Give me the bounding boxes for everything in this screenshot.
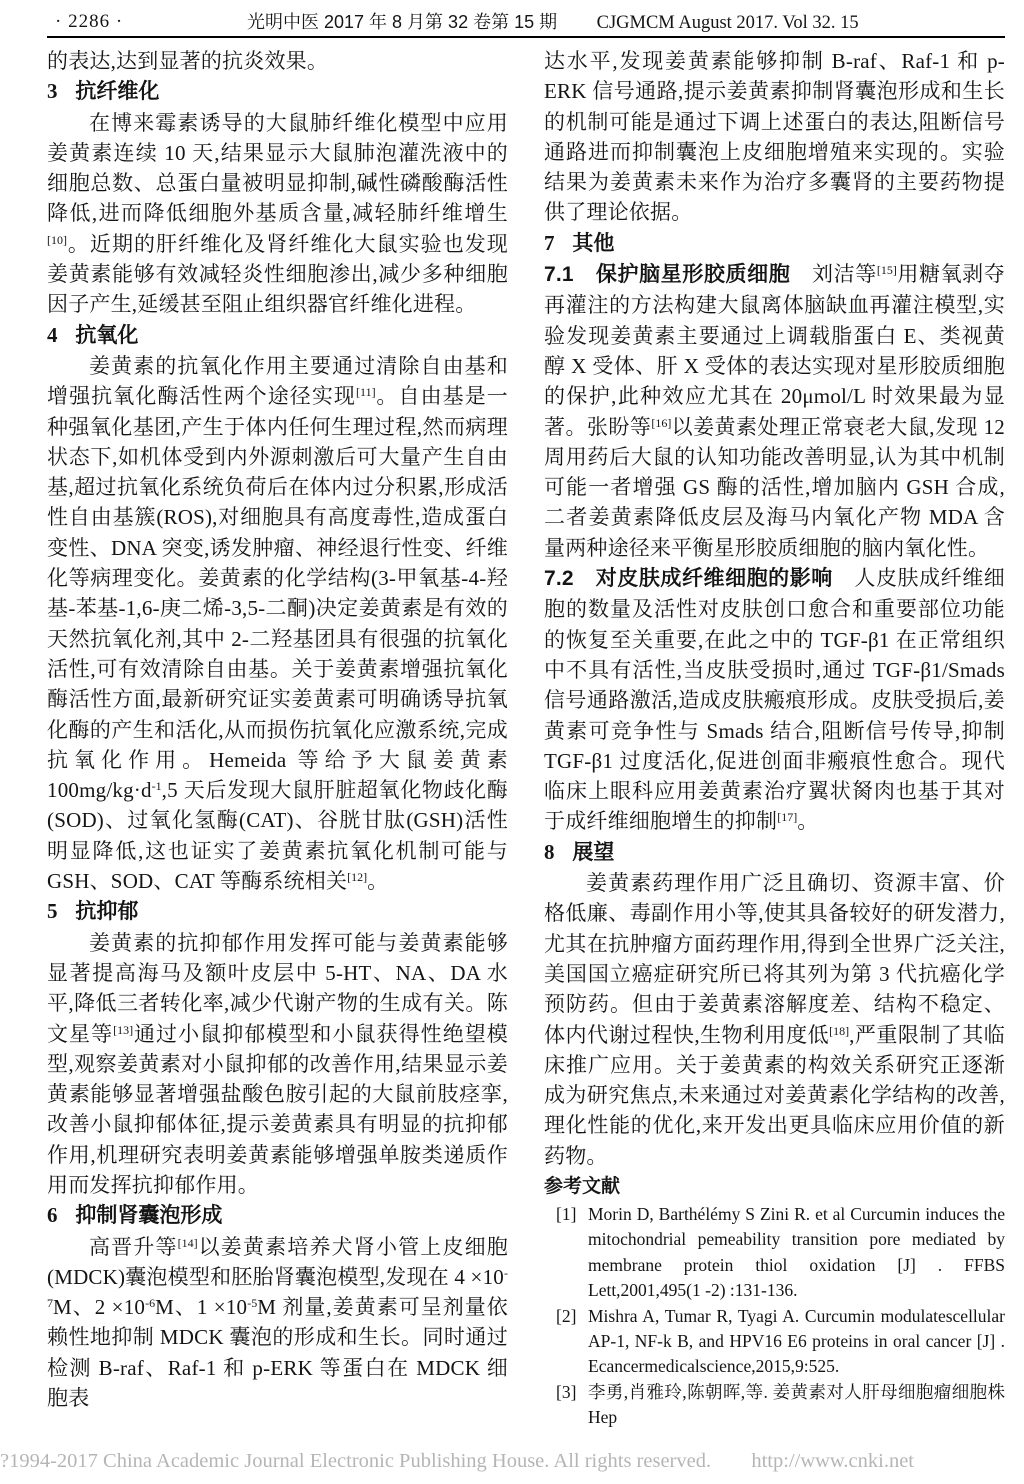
superscript-citation: [14]	[177, 1235, 198, 1250]
section-heading	[47, 320, 508, 351]
body-paragraph	[544, 868, 1005, 1171]
body-paragraph	[47, 351, 508, 896]
text-run: 高晋升等	[89, 1234, 178, 1259]
references-heading: 参考文献	[544, 1175, 621, 1197]
body-paragraph	[544, 563, 1005, 837]
text-run: 。近期的肝纤维化及肾纤维化大鼠实验也发现姜黄素能够有效减轻炎性细胞渗出,减少多种细胞因子产生,延缓甚至阻止组织器官纤维化进程。	[47, 231, 508, 317]
superscript-citation: -7	[47, 1265, 508, 1311]
text-run: 在博来霉素诱导的大鼠肺纤维化模型中应用姜黄素连续 10 天,结果显示大鼠肺泡灌洗液中的细胞总数、总蛋白量被明显抑制,碱性磷酸酶活性降低,进而降低细胞外基质含量,减轻肺纤维增生	[47, 110, 508, 226]
text-run: 以姜黄素培养犬肾小管上皮细胞(MDCK)囊泡模型和胚胎肾囊泡模型,发现在 4 ×10	[47, 1234, 508, 1289]
section-title: 抑制肾囊泡形成	[75, 1204, 223, 1228]
text-run: 人皮肤成纤维细胞的数量及活性对皮肤创口愈合和重要部位功能的恢复至关重要,在此之中的 TGF-β1 在正常组织中不具有活性,当皮肤受损时,通过 TGF-β1/Smads 信号通路激活,造成皮肤瘢痕形成。皮肤受损后,姜黄素可竞争性与 Smads 结合,阻断信号传导,抑制 TGF-β1 过度活化,促进创面非瘢痕性愈合。现代临床上眼科应用姜黄素治疗翼状胬肉也基于其对于成纤维细胞增生的抑制	[544, 566, 1005, 834]
section-title: 抗抑郁	[75, 900, 139, 924]
page-number: · 2286 ·	[55, 11, 124, 32]
section-number: 3	[47, 79, 58, 104]
reference-item	[544, 1304, 1005, 1380]
superscript-citation: [12]	[347, 870, 368, 885]
section-number: 7	[544, 230, 555, 255]
section-heading	[47, 76, 508, 107]
section-number: 6	[47, 1203, 58, 1228]
superscript-citation: [10]	[47, 232, 67, 247]
text-run: 。	[367, 869, 389, 894]
section-heading	[544, 837, 1005, 868]
reference-text	[588, 1202, 1005, 1304]
body-paragraph	[47, 1232, 508, 1414]
text-run: 姜黄素的抗氧化作用主要通过清除自由基和增强抗氧化酶活性两个途径实现	[47, 353, 508, 409]
reference-number: [2]	[556, 1305, 577, 1326]
subsection-lead: 7.2 对皮肤成纤维细胞的影响	[544, 567, 833, 591]
body-paragraph	[47, 46, 508, 76]
right-column	[544, 46, 1005, 1431]
text-run: 通过小鼠抑郁模型和小鼠获得性绝望模型,观察姜黄素对小鼠抑郁的改善作用,结果显示姜黄素能够显著增强盐酸色胺引起的大鼠前肢痉挛,改善小鼠抑郁体征,提示姜黄素具有明显的抗抑郁作用,机理研究表明姜黄素能够增强单胺类递质作用而发挥抗抑郁作用。	[47, 1021, 508, 1197]
text-run: ,5 天后发现大鼠肝脏超氧化物歧化酶(SOD)、过氧化氢酶(CAT)、谷胱甘肽(GSH)活性明显降低,这也证实了姜黄素抗氧化机制可能与 GSH、SOD、CAT 等酶系统相关	[47, 778, 508, 894]
text-run: 用糖氧剥夺再灌注的方法构建大鼠离体脑缺血再灌注模型,实验发现姜黄素主要通过上调载脂蛋白 E、类视黄醇 X 受体、肝 X 受体的表达实现对星形胶质细胞的保护,此种效应尤其在 20μmol/L 时效果最为显著。张盼等	[544, 262, 1006, 439]
left-column	[47, 46, 508, 1431]
superscript-citation: -6	[145, 1296, 156, 1311]
superscript-citation: -1	[151, 779, 162, 794]
text-run: 姜黄素的抗抑郁作用发挥可能与姜黄素能够显著提高海马及额叶皮层中 5-HT、NA、DA 水平,降低三者转化率,减少代谢产物的生成有关。陈文星等	[47, 930, 508, 1046]
section-heading	[47, 1200, 508, 1231]
journal-title-en: CJGMCM August 2017. Vol 32. 15	[596, 13, 859, 33]
superscript-citation: [18]	[829, 1023, 850, 1038]
superscript-citation: [17]	[777, 810, 798, 825]
superscript-citation: [15]	[876, 263, 897, 278]
text-run: 达水平,发现姜黄素能够抑制 B-raf、Raf-1 和 p-ERK 信号通路,提示姜黄素抑制肾囊泡形成和生长的机制可能是通过下调上述蛋白的表达,阻断信号通路进而抑制囊泡上皮细胞增殖来实现的。实验结果为姜黄素未来作为治疗多囊肾的主要药物提供了理论依据。	[544, 49, 1005, 225]
reference-number: [3]	[556, 1381, 577, 1402]
section-heading	[47, 896, 508, 927]
reference-number: [1]	[556, 1203, 577, 1224]
reference-text	[588, 1304, 1005, 1380]
two-column-body	[47, 46, 1005, 1431]
text-run: ,严重限制了其临床推广应用。关于姜黄素的构效关系研究正逐渐成为研究焦点,未来通过对姜黄素化学结构的改善,理化性能的优化,来开发出更具临床应用价值的新药物。	[544, 1022, 1005, 1168]
section-title: 抗纤维化	[75, 80, 160, 104]
journal-info	[247, 11, 859, 34]
section-number: 4	[47, 322, 58, 347]
text-run: M、1 ×10	[155, 1295, 248, 1320]
text-run: Mishra A, Tumar R, Tyagi A. Curcumin modulatescellular AP-1, NF-k B, and HPV16 E6 proteins in oral cancer [J] . Ecancermedicalscience,2015,9:525.	[588, 1305, 1005, 1377]
text-run: 李勇,肖雅玲,陈朝晖,等. 姜黄素对人肝母细胞瘤细胞株 Hep	[588, 1381, 1005, 1428]
superscript-citation: [11]	[356, 385, 376, 400]
copyright-text: ?1994-2017 China Academic Journal Electronic Publishing House. All rights reserved.	[0, 1450, 712, 1472]
body-paragraph	[544, 46, 1005, 228]
text-run: 。自由基是一种强氧化基团,产生于体内任何生理过程,然而病理状态下,如机体受到内外源刺激后可大量产生自由基,超过抗氧化系统负荷后在体内过分积累,形成活性自由基簇(ROS),对细胞具有高度毒性,造成蛋白变性、DNA 突变,诱发肿瘤、神经退行性变、纤维化等病理变化。姜黄素的化学结构(3-甲氧基-4-羟基-苯基-1,6-庚二烯-3,5-二酮)决定姜黄素是有效的天然抗氧化剂,其中 2-二羟基团具有很强的抗氧化活性,可有效清除自由基。关于姜黄素增强抗氧化酶活性方面,最新研究证实姜黄素可明确诱导抗氧化酶的产生和活化,从而损伤抗氧化应激系统,完成抗氧化作用。Hemeida 等给予大鼠姜黄素 100mg/kg·d	[47, 384, 508, 803]
page-footer	[0, 1448, 1024, 1474]
header-rule	[47, 36, 1005, 38]
text-run: 姜黄素药理作用广泛且确切、资源丰富、价格低廉、毒副作用小等,使其具备较好的研发潜力,尤其在抗肿瘤方面药理作用,得到全世界广泛关注,美国国立癌症研究所已将其列为第 3 代抗癌化学预防药。但由于姜黄素溶解度差、结构不稳定、体内代谢过程快,生物利用度低	[544, 871, 1005, 1047]
text-run: M 剂量,姜黄素可呈剂量依赖性地抑制 MDCK 囊泡的形成和生长。同时通过检测 B-raf、Raf-1 和 p-ERK 等蛋白在 MDCK 细胞表	[47, 1295, 508, 1411]
section-heading	[544, 228, 1005, 259]
body-paragraph	[544, 259, 1005, 563]
superscript-citation: [13]	[113, 1022, 134, 1037]
text-run: 刘洁等	[790, 262, 877, 287]
cnki-url: http://www.cnki.net	[751, 1450, 914, 1472]
reference-item	[544, 1380, 1005, 1431]
text-run: 的表达,达到显著的抗炎效果。	[47, 49, 329, 73]
text-run: 以姜黄素处理正常衰老大鼠,发现 12 周用药后大鼠的认知功能改善明显,认为其中机制可能一者增强 GS 酶的活性,增加脑内 GSH 合成,二者姜黄素降低皮层及海马内氧化产物 MDA 含量两种途径来平衡星形胶质细胞的脑内氧化性。	[544, 414, 1005, 560]
text-run: 。	[797, 809, 819, 834]
section-title: 抗氧化	[75, 323, 139, 347]
reference-item	[544, 1202, 1005, 1304]
body-paragraph	[47, 928, 508, 1201]
section-title: 其他	[572, 231, 615, 255]
subsection-lead: 7.1 保护脑星形胶质细胞	[544, 263, 791, 287]
superscript-citation: [16]	[651, 415, 672, 430]
section-number: 8	[544, 839, 555, 864]
body-paragraph	[47, 108, 508, 320]
superscript-citation: -5	[247, 1296, 258, 1311]
section-number: 5	[47, 899, 58, 924]
journal-title-cn: 光明中医 2017 年 8 月第 32 卷第 15 期	[247, 12, 558, 32]
text-run: Morin D, Barthélémy S Zini R. et al Curcumin induces the mitochondrial pemeability transition pore mediated by membrane protein thiol oxidation [J] . FFBS Lett,2001,495(1 -2) :131-136.	[588, 1203, 1005, 1301]
text-run: M、2 ×10	[53, 1295, 146, 1320]
section-title: 展望	[572, 840, 615, 864]
reference-text	[588, 1380, 1005, 1431]
